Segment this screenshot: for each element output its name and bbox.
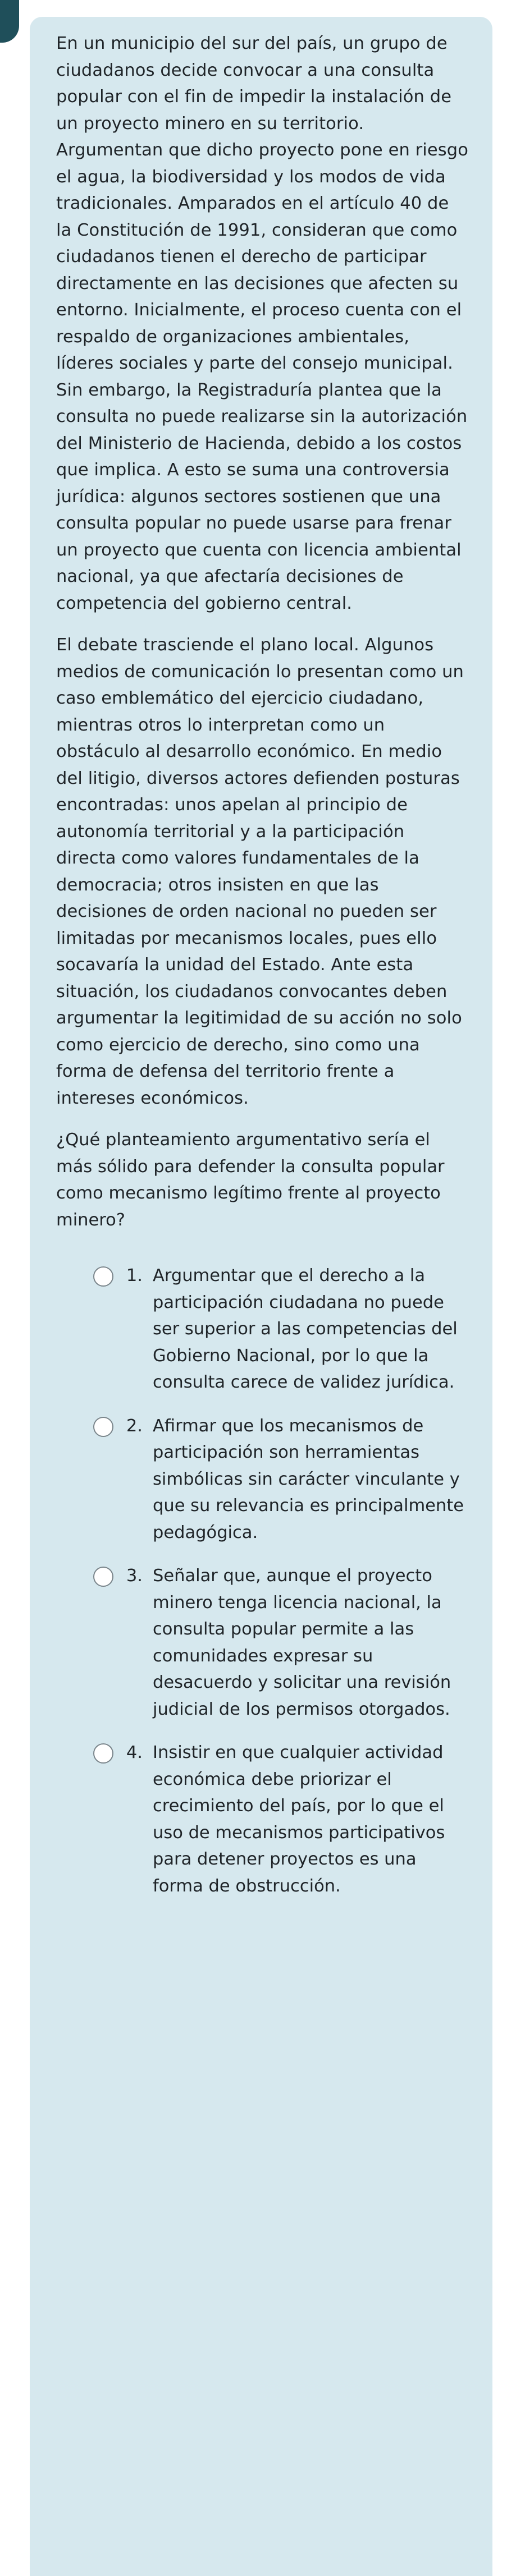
answer-option-1[interactable] bbox=[56, 1262, 468, 1396]
radio-button-icon[interactable] bbox=[93, 1567, 113, 1587]
radio-button-icon[interactable] bbox=[93, 1417, 113, 1437]
answer-option-2[interactable] bbox=[56, 1413, 468, 1546]
option-text: Insistir en que cualquier actividad económica debe priorizar el crecimiento del país, por lo que el uso de mecanismos participativos para detener proyectos es una forma de obstrucción. bbox=[153, 1743, 445, 1896]
answer-options bbox=[56, 1262, 468, 1899]
option-text: Afirmar que los mecanismos de participación son herramientas simbólicas sin carácter vinculante y que su relevancia es principalmente pedagógica. bbox=[153, 1416, 464, 1542]
option-number: 1. bbox=[126, 1266, 143, 1285]
option-text: Señalar que, aunque el proyecto minero tenga licencia nacional, la consulta popular permite a las comunidades expresar su desacuerdo y solicitar una revisión judicial de los permisos otorgados. bbox=[153, 1566, 451, 1719]
question-card bbox=[30, 17, 492, 2576]
option-number: 3. bbox=[126, 1566, 143, 1586]
question-text: ¿Qué planteamiento argumentativo sería el más sólido para defender la consulta popular como mecanismo legítimo frente al proyecto minero? bbox=[56, 1130, 445, 1230]
passage-paragraph-1: En un municipio del sur del país, un grupo de ciudadanos decide convocar a una consulta popular con el fin de impedir la instalación de un proyecto minero en su territorio. Argumentan que dicho proyecto pone en riesgo el agua, la biodiversidad y los modos de vida tradicionales. Amparados en el artículo 40 de la Constitución de 1991, consideran que como ciudadanos tienen el derecho de participar directamente en las decisiones que afecten su entorno. Inicialmente, el proceso cuenta con el respaldo de organizaciones ambientales, líderes sociales y parte del consejo municipal. Sin embargo, la Registraduría plantea que la consulta no puede realizarse sin la autorización del Ministerio de Hacienda, debido a los costos que implica. A esto se suma una controversia jurídica: algunos sectores sostienen que una consulta popular no puede usarse para frenar un proyecto que cuenta con licencia ambiental nacional, ya que afectaría decisiones de competencia del gobierno central. bbox=[56, 34, 468, 613]
option-number: 2. bbox=[126, 1416, 143, 1436]
radio-button-icon[interactable] bbox=[93, 1743, 113, 1764]
option-text: Argumentar que el derecho a la participación ciudadana no puede ser superior a las competencias del Gobierno Nacional, por lo que la consulta carece de validez jurídica. bbox=[153, 1266, 458, 1392]
passage-paragraph-2: El debate trasciende el plano local. Algunos medios de comunicación lo presentan como un caso emblemático del ejercicio ciudadano, mientras otros lo interpretan como un obstáculo al desarrollo económico. En medio del litigio, diversos actores defienden posturas encontradas: unos apelan al principio de autonomía territorial y a la participación directa como valores fundamentales de la democracia; otros insisten en que las decisiones de orden nacional no pueden ser limitadas por mecanismos locales, pues ello socavaría la unidad del Estado. Ante esta situación, los ciudadanos convocantes deben argumentar la legitimidad de su acción no solo como ejercicio de derecho, sino como una forma de defensa del territorio frente a intereses económicos. bbox=[56, 635, 464, 1108]
answer-option-3[interactable] bbox=[56, 1563, 468, 1723]
answer-option-4[interactable] bbox=[56, 1739, 468, 1899]
option-number: 4. bbox=[126, 1743, 143, 1762]
radio-button-icon[interactable] bbox=[93, 1266, 113, 1287]
accent-tab bbox=[0, 0, 19, 43]
